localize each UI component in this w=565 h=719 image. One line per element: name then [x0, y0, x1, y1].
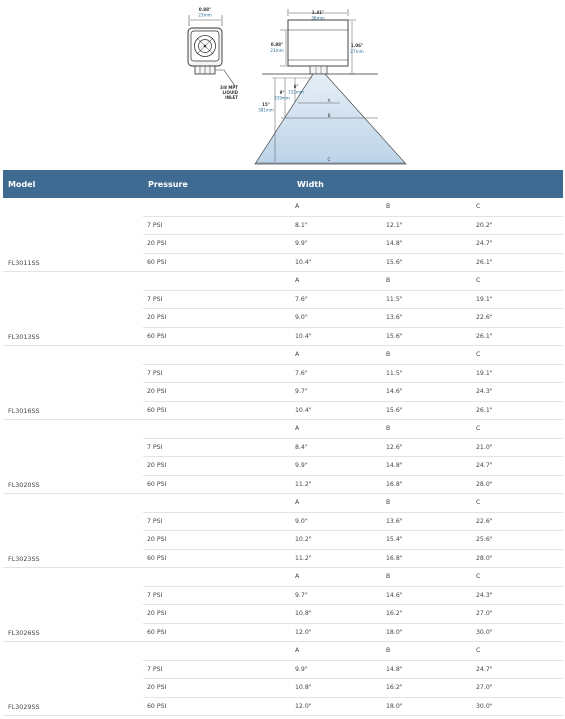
width-c-cell: 30.0": [473, 697, 563, 716]
model-cell: FL3023SS: [3, 494, 143, 568]
spray-label-a: A: [327, 98, 331, 103]
side-height-left-in: 0.88": [270, 42, 284, 47]
pressure-cell: 60 PSI: [143, 623, 292, 642]
width-c-cell: 28.0": [473, 549, 563, 568]
pressure-cell: 7 PSI: [143, 438, 292, 457]
pressure-cell: 60 PSI: [143, 549, 292, 568]
pressure-cell: 60 PSI: [143, 253, 292, 272]
nozzle-dimension-diagram: [0, 0, 565, 170]
width-b-cell: 14.8": [383, 660, 473, 679]
pressure-blank-cell: [143, 642, 292, 661]
width-b-cell: 14.6": [383, 586, 473, 605]
pressure-cell: 20 PSI: [143, 457, 292, 476]
width-b-cell: 16.2": [383, 679, 473, 698]
width-a-cell: 9.0": [292, 309, 383, 328]
column-letter-row: [3, 642, 563, 661]
pressure-cell: 20 PSI: [143, 605, 292, 624]
width-b-cell: 12.6": [383, 438, 473, 457]
pressure-cell: 20 PSI: [143, 679, 292, 698]
column-letter-cell: A: [292, 568, 383, 587]
model-cell: FL3013SS: [3, 272, 143, 346]
width-a-cell: 9.9": [292, 457, 383, 476]
width-c-cell: 25.6": [473, 531, 563, 550]
model-cell: FL3020SS: [3, 420, 143, 494]
model-cell: FL3026SS: [3, 568, 143, 642]
column-letter-cell: A: [292, 494, 383, 513]
top-width-in: 0.88": [198, 7, 212, 12]
header-model: Model: [3, 170, 143, 198]
width-a-cell: 11.2": [292, 475, 383, 494]
width-b-cell: 15.6": [383, 327, 473, 346]
width-a-cell: 10.4": [292, 253, 383, 272]
width-c-cell: 22.6": [473, 512, 563, 531]
column-letter-cell: A: [292, 272, 383, 291]
model-cell: FL3029SS: [3, 642, 143, 716]
column-letter-cell: C: [473, 568, 563, 587]
width-b-cell: 15.4": [383, 531, 473, 550]
width-b-cell: 16.2": [383, 605, 473, 624]
width-c-cell: 19.1": [473, 290, 563, 309]
spray-d1-in: 6": [293, 84, 299, 89]
column-letter-cell: C: [473, 198, 563, 216]
pressure-cell: 7 PSI: [143, 216, 292, 235]
width-c-cell: 24.3": [473, 383, 563, 402]
pressure-cell: 60 PSI: [143, 697, 292, 716]
model-cell: FL3011SS: [3, 198, 143, 272]
pressure-cell: 7 PSI: [143, 660, 292, 679]
header-width: Width: [292, 170, 563, 198]
column-letter-cell: A: [292, 420, 383, 439]
width-c-cell: 20.2": [473, 216, 563, 235]
pressure-cell: 60 PSI: [143, 327, 292, 346]
pressure-cell: 7 PSI: [143, 364, 292, 383]
column-letter-row: [3, 494, 563, 513]
inlet-label-line-3: INLET: [225, 95, 238, 100]
spray-d1-mm: 152mm: [288, 89, 304, 95]
spray-d2-mm: 229mm: [274, 95, 290, 101]
width-b-cell: 12.1": [383, 216, 473, 235]
column-letter-row: [3, 198, 563, 216]
pressure-cell: 7 PSI: [143, 512, 292, 531]
column-letter-cell: B: [383, 420, 473, 439]
width-c-cell: 24.7": [473, 235, 563, 254]
column-letter-cell: B: [383, 568, 473, 587]
width-b-cell: 18.0": [383, 623, 473, 642]
column-letter-cell: A: [292, 642, 383, 661]
column-letter-row: [3, 346, 563, 365]
spray-pattern: [255, 74, 406, 164]
side-height-right-in: 1.06": [350, 43, 364, 48]
width-b-cell: 13.6": [383, 309, 473, 328]
top-width-mm: 23mm: [198, 12, 212, 18]
width-b-cell: 14.8": [383, 235, 473, 254]
width-c-cell: 22.6": [473, 309, 563, 328]
side-height-right-mm: 27mm: [350, 49, 364, 54]
width-b-cell: 15.6": [383, 253, 473, 272]
side-height-left-mm: 23mm: [270, 48, 284, 53]
column-letter-cell: B: [383, 642, 473, 661]
column-letter-cell: B: [383, 494, 473, 513]
width-a-cell: 8.4": [292, 438, 383, 457]
column-letter-row: [3, 420, 563, 439]
side-width-mm: 36mm: [311, 15, 325, 21]
column-letter-cell: C: [473, 420, 563, 439]
width-a-cell: 9.7": [292, 586, 383, 605]
spray-width-table: [3, 170, 563, 716]
inlet-label-line-2: LIQUID: [222, 90, 238, 95]
width-b-cell: 11.5": [383, 364, 473, 383]
model-cell: FL3016SS: [3, 346, 143, 420]
pressure-cell: 60 PSI: [143, 475, 292, 494]
inlet-label-line-1: 3/8 MPT: [219, 85, 238, 90]
pressure-cell: 7 PSI: [143, 290, 292, 309]
pressure-cell: 20 PSI: [143, 235, 292, 254]
width-c-cell: 24.3": [473, 586, 563, 605]
width-b-cell: 16.8": [383, 475, 473, 494]
column-letter-cell: C: [473, 642, 563, 661]
table-header-row: [3, 170, 563, 198]
top-view-nozzle: [188, 7, 239, 100]
column-letter-cell: A: [292, 198, 383, 216]
pressure-blank-cell: [143, 198, 292, 216]
width-b-cell: 14.6": [383, 383, 473, 402]
spray-d2-in: 9": [279, 90, 285, 95]
spray-label-c: C: [327, 157, 331, 162]
width-a-cell: 10.4": [292, 401, 383, 420]
table-body: [3, 198, 563, 716]
width-a-cell: 10.8": [292, 679, 383, 698]
width-c-cell: 24.7": [473, 660, 563, 679]
width-c-cell: 27.0": [473, 679, 563, 698]
width-b-cell: 18.0": [383, 697, 473, 716]
pressure-blank-cell: [143, 568, 292, 587]
pressure-blank-cell: [143, 272, 292, 291]
pressure-cell: 20 PSI: [143, 531, 292, 550]
width-a-cell: 10.2": [292, 531, 383, 550]
width-a-cell: 9.9": [292, 235, 383, 254]
pressure-cell: 60 PSI: [143, 401, 292, 420]
width-c-cell: 19.1": [473, 364, 563, 383]
width-c-cell: 21.0": [473, 438, 563, 457]
column-letter-cell: B: [383, 346, 473, 365]
width-a-cell: 10.8": [292, 605, 383, 624]
column-letter-row: [3, 272, 563, 291]
side-view-nozzle: [262, 9, 378, 74]
pressure-cell: 20 PSI: [143, 383, 292, 402]
column-letter-cell: B: [383, 198, 473, 216]
width-c-cell: 26.1": [473, 253, 563, 272]
width-a-cell: 12.0": [292, 697, 383, 716]
pressure-blank-cell: [143, 494, 292, 513]
column-letter-cell: C: [473, 346, 563, 365]
column-letter-row: [3, 568, 563, 587]
width-b-cell: 15.6": [383, 401, 473, 420]
column-letter-cell: C: [473, 272, 563, 291]
width-c-cell: 30.0": [473, 623, 563, 642]
width-a-cell: 10.4": [292, 327, 383, 346]
width-c-cell: 27.0": [473, 605, 563, 624]
header-pressure: Pressure: [143, 170, 292, 198]
width-a-cell: 7.6": [292, 290, 383, 309]
width-c-cell: 26.1": [473, 327, 563, 346]
column-letter-cell: B: [383, 272, 473, 291]
pressure-cell: 7 PSI: [143, 586, 292, 605]
pressure-blank-cell: [143, 346, 292, 365]
width-b-cell: 14.8": [383, 457, 473, 476]
width-b-cell: 11.5": [383, 290, 473, 309]
width-a-cell: 11.2": [292, 549, 383, 568]
width-a-cell: 9.7": [292, 383, 383, 402]
width-a-cell: 12.0": [292, 623, 383, 642]
side-width-in: 1.41": [311, 10, 325, 15]
column-letter-cell: A: [292, 346, 383, 365]
column-letter-cell: C: [473, 494, 563, 513]
width-b-cell: 16.8": [383, 549, 473, 568]
width-c-cell: 24.7": [473, 457, 563, 476]
width-a-cell: 9.0": [292, 512, 383, 531]
spray-label-b: B: [327, 113, 331, 118]
pressure-cell: 20 PSI: [143, 309, 292, 328]
width-c-cell: 26.1": [473, 401, 563, 420]
pressure-blank-cell: [143, 420, 292, 439]
width-b-cell: 13.6": [383, 512, 473, 531]
spray-d3-mm: 381mm: [258, 107, 274, 113]
spray-d3-in: 15": [262, 102, 270, 107]
width-a-cell: 9.9": [292, 660, 383, 679]
width-c-cell: 28.0": [473, 475, 563, 494]
width-a-cell: 8.1": [292, 216, 383, 235]
width-a-cell: 7.6": [292, 364, 383, 383]
